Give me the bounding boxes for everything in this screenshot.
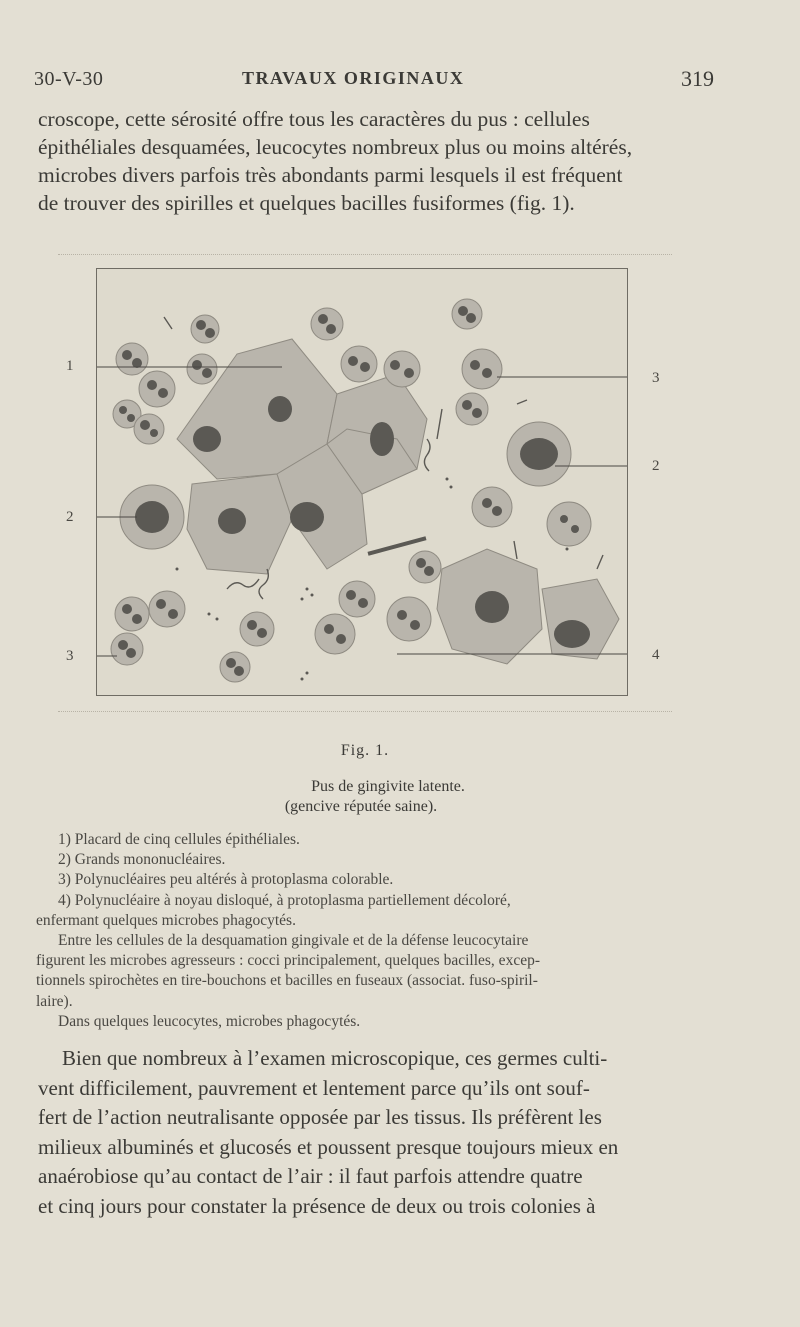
figure-label-1: 1 [66,358,74,374]
figure-caption-subtitle: (gencive réputée saine). [284,798,438,815]
text-line: fert de l’action neutralisante opposée par les tissus. Ils préfèrent les [38,1105,602,1129]
legend-line: figurent les microbes agresseurs : cocci principalement, quelques bacilles, excep- [36,952,540,970]
text-line: milieux albuminés et glucosés et poussent presque toujours mieux en [38,1134,619,1159]
legend-line: tionnels spirochètes en tire-bouchons et bacilles en fuseaux (associat. fuso-spiril- [36,972,538,990]
text-line: et cinq jours pour constater la présence de deux ou trois colonies à [38,1193,596,1218]
legend-line: 2) Grands mononucléaires. [58,851,226,869]
figure-label-2: 2 [66,509,74,525]
figure-caption-title: Pus de gingivite latente. [311,778,465,795]
figure-label-2-right: 2 [652,458,660,474]
legend-line: laire). [36,992,73,1010]
page-number: 319 [681,66,714,91]
text-line: microbes divers parfois très abondants parmi lesquels il est fréquent [38,163,623,187]
legend-line: 1) Placard de cinq cellules épithéliales. [58,831,300,848]
text-line: anaérobiose qu’au contact de l’air : il faut parfois attendre quatre [38,1164,583,1188]
figure-label-3-right: 3 [652,370,660,386]
text-line: de trouver des spirilles et quelques bacilles fusiformes (fig. 1). [38,191,575,215]
figure-legend [36,830,698,1032]
text-line: croscope, cette sérosité offre tous les caractères du pus : cellules [38,107,590,131]
paragraph-bottom [38,1044,706,1221]
legend-line: Entre les cellules de la desquamation gingivale et de la défense leucocytaire [58,932,529,950]
section-title: TRAVAUX ORIGINAUX [242,68,465,88]
text-line: Bien que nombreux à l’examen microscopique, ces germes culti- [62,1046,608,1070]
figure-number: Fig. 1. [340,742,390,759]
figure-label-4: 4 [652,647,660,663]
legend-line: 4) Polynucléaire à noyau disloqué, à protoplasma partiellement décoloré, [58,891,511,909]
legend-line: enfermant quelques microbes phagocytés. [36,911,296,929]
text-line: vent difficilement, pauvrement et lentement parce qu’ils ont souf- [38,1075,590,1100]
legend-line: 3) Polynucléaires peu altérés à protoplasma colorable. [58,871,394,889]
legend-line: Dans quelques leucocytes, microbes phagocytés. [58,1012,361,1030]
text-line: épithéliales desquamées, leucocytes nombreux plus ou moins altérés, [38,135,633,159]
figure-label-3: 3 [66,648,74,664]
issue-date: 30-V-30 [34,68,104,90]
